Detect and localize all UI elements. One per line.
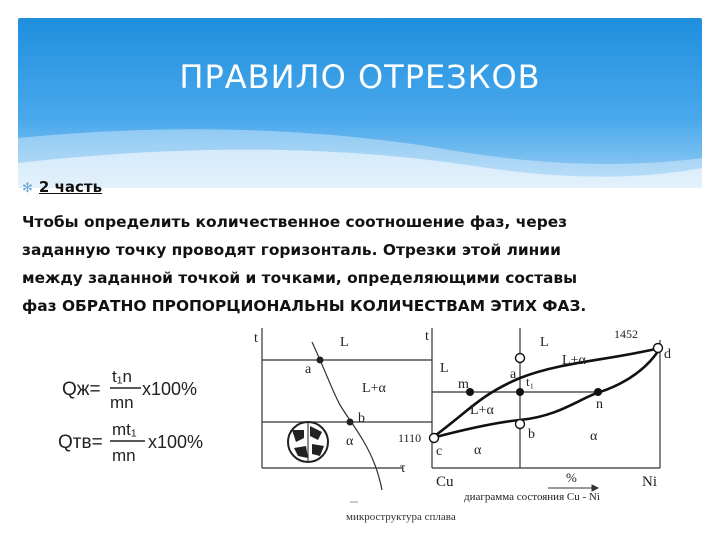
phase-diagram-caption: диаграмма состояния Cu - Ni [464, 491, 600, 503]
cooling-phase-L: L [340, 335, 349, 350]
bullet-star-icon: ✻ [22, 181, 33, 196]
phase-region-L-left: L [440, 361, 449, 376]
body-paragraph [22, 208, 712, 320]
bullet-text: 2 часть [38, 178, 103, 196]
phase-diagram-open-points [430, 344, 663, 443]
cooling-curve-points [317, 357, 354, 426]
phase-region-L-alpha-mid: L+α [470, 403, 494, 418]
cooling-t-axis: t [254, 331, 258, 346]
phase-region-alpha-right: α [590, 429, 598, 444]
phase-region-L: L [540, 335, 549, 350]
cooling-point-b: b [358, 411, 365, 426]
formula-solid-denominator: mn [112, 446, 136, 465]
phase-point-n: n [596, 397, 603, 412]
slide-title: ПРАВИЛО ОТРЕЗКОВ [179, 58, 541, 96]
element-cu: Cu [436, 474, 454, 490]
point-t1-marker [516, 388, 524, 396]
cooling-phase-alpha: α [346, 434, 354, 449]
formula-liquid-rhs: x100% [142, 379, 198, 399]
banner-waves [18, 18, 702, 188]
phase-point-t1: t₁ [526, 374, 535, 389]
phase-region-alpha-left: α [474, 443, 482, 458]
element-ni: Ni [642, 474, 657, 490]
title-banner [18, 18, 702, 188]
temp-1452: 1452 [614, 327, 638, 341]
lever-rule-figure [0, 320, 720, 540]
phase-t-axis: t [425, 329, 429, 344]
cooling-tau-axis: τ [400, 461, 406, 476]
formula-solid-rhs: x100% [148, 432, 204, 452]
cooling-curve-labels [254, 331, 406, 476]
bullet-item [22, 178, 102, 196]
formula-solid-lhs: Qтв= [58, 432, 103, 453]
phase-point-a: a [510, 367, 517, 382]
phase-point-c: c [436, 444, 443, 459]
percent-label: % [566, 470, 577, 485]
microstructure-icon [288, 422, 328, 462]
point-b-open-marker [516, 420, 525, 429]
formula-liquid [62, 367, 197, 412]
point-n-marker [594, 388, 602, 396]
phase-point-m: m [458, 377, 469, 392]
point-b-marker [347, 419, 354, 426]
microstructure-caption: микроструктура сплава [346, 511, 456, 523]
phase-point-d: d [664, 347, 671, 362]
paragraph-line: заданную точку проводят горизонталь. Отрезки этой линии [22, 241, 561, 259]
point-a-open-marker [516, 354, 525, 363]
formula-liquid-denominator: mn [110, 393, 134, 412]
point-c-open-marker [430, 434, 439, 443]
formula-liquid-numerator: t₁n [112, 367, 132, 386]
phase-point-b: b [528, 427, 535, 442]
cooling-point-a: a [305, 362, 312, 377]
phase-region-L-alpha-top: L+α [562, 353, 586, 368]
paragraph-line: фаз ОБРАТНО ПРОПОРЦИОНАЛЬНЫ КОЛИЧЕСТВАМ ЭТИХ ФАЗ. [22, 297, 587, 315]
cooling-phase-L-alpha: L+α [362, 381, 386, 396]
formula-solid [58, 420, 203, 465]
point-a-marker [317, 357, 324, 364]
point-d-open-marker [654, 344, 663, 353]
cooling-curve-panel [262, 328, 432, 490]
formula-liquid-lhs: Qж= [62, 379, 101, 400]
temp-1110: 1110 [398, 431, 422, 445]
formula-solid-numerator: mt₁ [112, 420, 137, 439]
paragraph-line: между заданной точкой и точками, определяющими составы [22, 269, 578, 287]
paragraph-line: Чтобы определить количественное соотношение фаз, через [22, 213, 568, 231]
